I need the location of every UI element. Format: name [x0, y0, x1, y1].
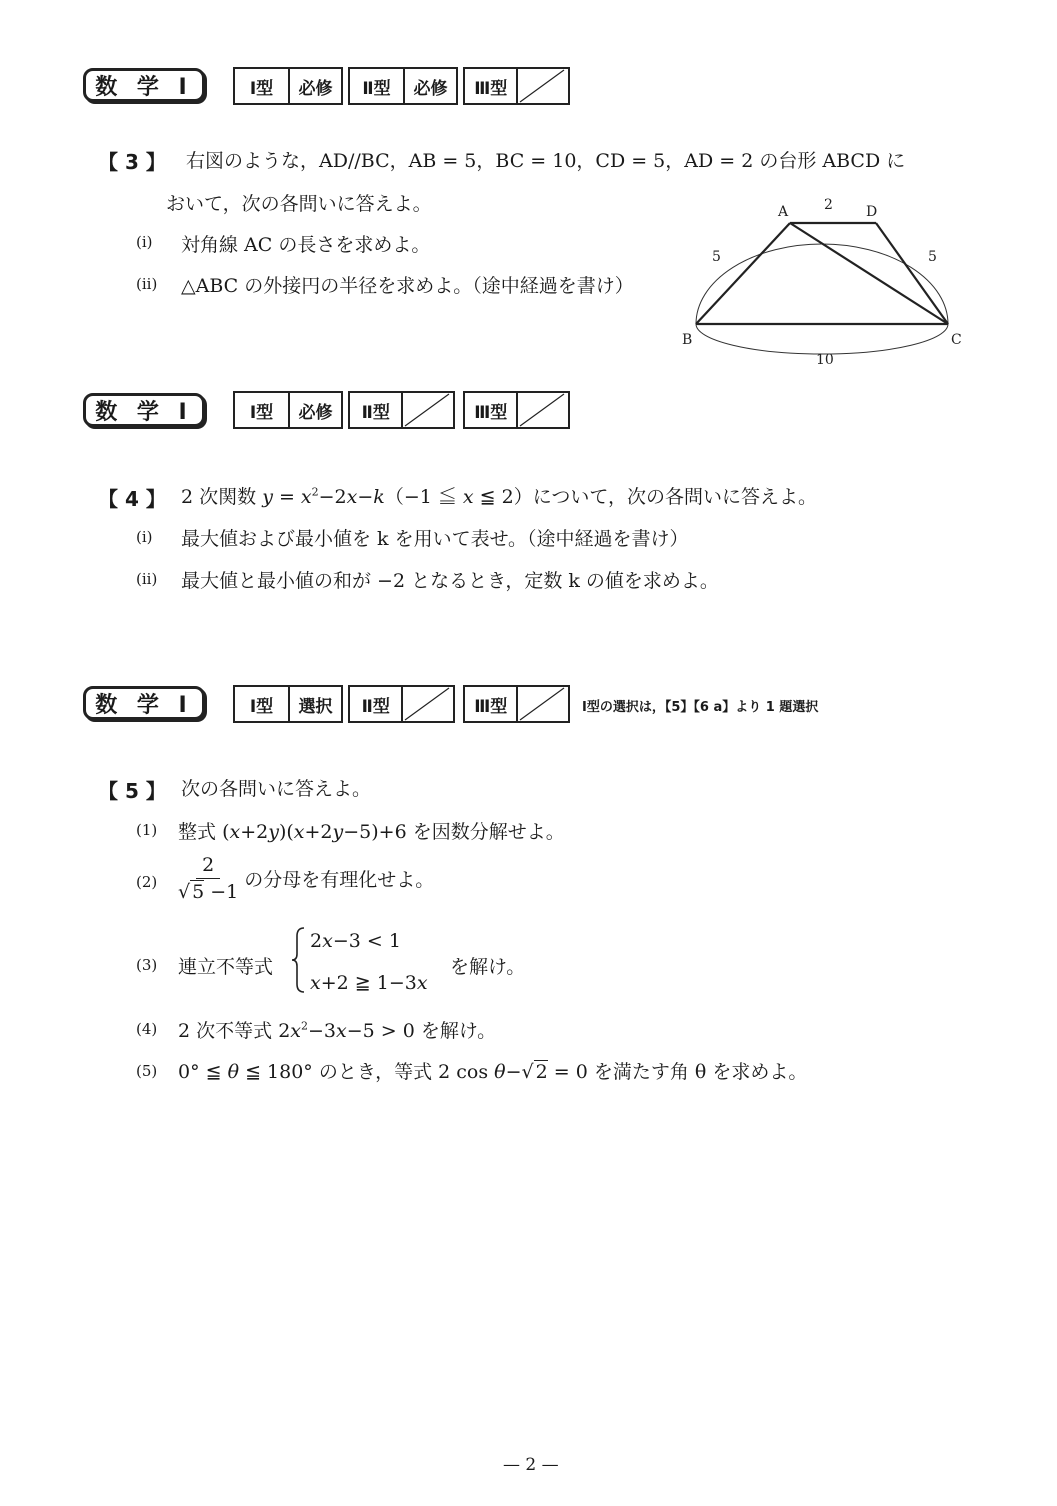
item-pre: 連立不等式 — [178, 956, 274, 978]
polynomial-expr: (x+2y)(x+2y−5)+6 — [222, 821, 407, 843]
type-label: Ⅰ型 — [235, 687, 290, 721]
type-box-3 — [463, 685, 570, 723]
length-BC: 10 — [816, 352, 834, 368]
type-label: Ⅲ型 — [465, 69, 518, 103]
item-mark: (i) — [136, 233, 153, 251]
length-CD: 5 — [928, 249, 937, 265]
item-mark: (2) — [136, 873, 158, 891]
slash-mark — [518, 393, 566, 427]
slash-mark — [403, 393, 451, 427]
fraction-numerator: 2 — [196, 854, 220, 879]
item-post: を解け。 — [420, 1020, 497, 1042]
trapezoid-figure — [670, 190, 970, 370]
angle-condition: 0° ≦ θ ≦ 180° のとき，等式 2 cos θ−√ 2 = 0 — [178, 1061, 588, 1083]
system-brace — [290, 926, 306, 994]
type-box-3 — [463, 391, 570, 429]
subject-title: 数 学 Ⅰ — [83, 393, 205, 427]
item-mark: (3) — [136, 956, 158, 974]
length-AD: 2 — [824, 197, 833, 213]
inequality-1: 2x−3 < 1 — [310, 930, 401, 952]
type-box-1 — [233, 67, 343, 105]
item-post: を満たす角 θ を求めよ。 — [593, 1061, 808, 1083]
slash-mark — [403, 687, 451, 721]
slash-mark — [518, 687, 566, 721]
type-box-3 — [463, 67, 570, 105]
inequality-2: x+2 ≧ 1−3x — [310, 972, 428, 994]
item-text: 最大値および最小値を k を用いて表せ。（途中経過を書け） — [181, 528, 689, 550]
type-label: Ⅱ型 — [350, 687, 403, 721]
question-stem — [181, 482, 817, 509]
stem-pre: 2 次関数 — [181, 486, 257, 508]
slash-mark — [518, 69, 566, 103]
ellipse-arc-lower — [696, 324, 948, 354]
item-mark: (ii) — [136, 570, 158, 588]
type-box-2 — [348, 685, 455, 723]
selection-note: Ⅰ型の選択は，【5】【6 a】より 1 題選択 — [582, 700, 819, 715]
type-label: Ⅲ型 — [465, 687, 518, 721]
type-box-2 — [348, 67, 458, 105]
type-value-blank — [518, 69, 568, 103]
type-label: Ⅱ型 — [350, 393, 403, 427]
fraction-denominator: √ 5 −1 — [178, 881, 239, 903]
page-number: — 2 — — [503, 1455, 559, 1475]
stem-post: について，次の各問いに答えよ。 — [532, 486, 817, 508]
type-value-blank — [518, 393, 568, 427]
question-number: 【 4 】 — [98, 487, 166, 511]
question-number: 【 3 】 — [98, 150, 166, 174]
question-stem: 次の各問いに答えよ。 — [181, 778, 372, 800]
question-number: 【 5 】 — [98, 779, 166, 803]
item-text: △ABC の外接円の半径を求めよ。（途中経過を書け） — [181, 275, 634, 297]
item-mark: (5) — [136, 1062, 158, 1080]
length-AB: 5 — [712, 249, 721, 265]
vertex-C: C — [951, 332, 962, 348]
fraction — [178, 854, 238, 903]
edge-AB — [696, 223, 790, 324]
diagonal-AC — [790, 223, 948, 324]
type-label: Ⅲ型 — [465, 393, 518, 427]
item-post: の分母を有理化せよ。 — [244, 869, 435, 891]
type-box-1 — [233, 391, 343, 429]
item-text — [178, 1016, 496, 1043]
type-box-1 — [233, 685, 343, 723]
question-stem-cont: おいて，次の各問いに答えよ。 — [166, 193, 432, 215]
item-text — [178, 817, 565, 844]
item-text: 対角線 AC の長さを求めよ。 — [181, 234, 431, 256]
function-expr: $y = x^2-2x-k(-1$ ≦ x ≦ 2） — [262, 485, 533, 508]
type-label: Ⅰ型 — [235, 69, 290, 103]
vertex-A: A — [778, 204, 789, 220]
item-post: を因数分解せよ。 — [412, 821, 565, 843]
item-text — [178, 854, 434, 903]
item-mark: (4) — [136, 1020, 158, 1038]
question-stem: 右図のような，AD//BC，AB = 5，BC = 10，CD = 5，AD = 2 の台形 ABCD に — [186, 150, 906, 172]
item-pre: 2 次不等式 — [178, 1020, 273, 1042]
type-value: 必修 — [298, 402, 333, 423]
vertex-B: B — [682, 332, 693, 348]
vertex-D: D — [866, 204, 878, 220]
item-mark: (i) — [136, 528, 153, 546]
type-value-blank — [403, 687, 453, 721]
item-text — [178, 1057, 807, 1084]
type-value-blank — [403, 393, 453, 427]
item-text: 最大値と最小値の和が −2 となるとき，定数 k の値を求めよ。 — [181, 570, 719, 592]
type-value-blank — [518, 687, 568, 721]
type-label: Ⅰ型 — [235, 393, 290, 427]
type-box-2 — [348, 391, 455, 429]
quadratic-inequality: $2x^2-3x-5 > 0$ — [278, 1019, 415, 1042]
type-value: 選択 — [298, 696, 333, 717]
edge-DC — [876, 223, 948, 324]
type-label: Ⅱ型 — [350, 69, 405, 103]
type-value: 必修 — [298, 78, 333, 99]
item-mark: (ii) — [136, 275, 158, 293]
item-mark: (1) — [136, 821, 158, 839]
item-pre: 整式 — [178, 821, 217, 843]
subject-title: 数 学 Ⅰ — [83, 686, 205, 720]
item-post: を解け。 — [450, 956, 526, 978]
subject-title: 数 学 Ⅰ — [83, 68, 205, 102]
type-value: 必修 — [413, 78, 448, 99]
